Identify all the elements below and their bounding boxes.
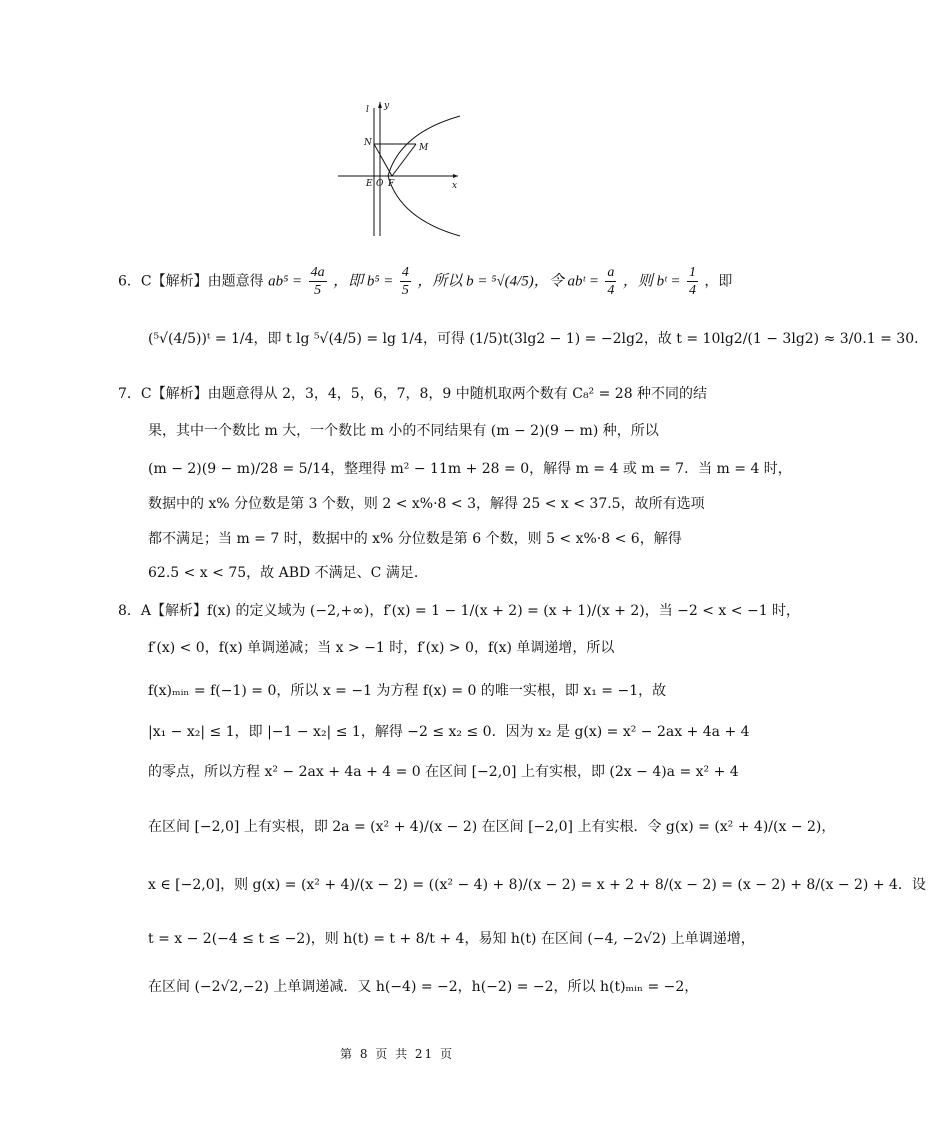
- q8-line6: 在区间 [−2,0] 上有实根，即 2a = (x² + 4)/(x − 2) 在区间 [−2,0] 上有实根．令 g(x) = (x² + 4)/(x − 2)，: [148, 819, 836, 835]
- label-x: x: [452, 181, 458, 191]
- q6-line2: (⁵√(4/5))ᵗ = 1/4，即 t lg ⁵√(4/5) = lg 1/4，可得 (1/5)t(3lg2 − 1) = −2lg2，故 t = 10lg2/(1 − 3lg2) ≈ 3/0.1 = 30．: [148, 331, 928, 347]
- label-m: M: [419, 143, 429, 153]
- label-o: O: [376, 179, 384, 189]
- q8-line5: 的零点，所以方程 x² − 2ax + 4a + 4 = 0 在区间 [−2,0] 上有实根，即 (2x − 4)a = x² + 4: [148, 764, 739, 780]
- label-e: E: [366, 179, 373, 189]
- q7-line6: 62.5 < x < 75，故 ABD 不满足、C 满足．: [148, 565, 428, 581]
- q8-line9: 在区间 (−2√2,−2) 上单调递减．又 h(−4) = −2，h(−2) = −2，所以 h(t)ₘᵢₙ = −2，: [148, 979, 699, 995]
- q7-line3: (m − 2)(9 − m)/28 = 5/14，整理得 m² − 11m + 28 = 0，解得 m = 4 或 m = 7．当 m = 4 时，: [148, 461, 792, 477]
- q8-line1: 8．A【解析】f(x) 的定义域为 (−2,+∞)，f′(x) = 1 − 1/(x + 2) = (x + 1)/(x + 2)，当 −2 < x < −1 时，: [118, 603, 801, 619]
- q7-line2: 果，其中一个数比 m 大，一个数比 m 小的不同结果有 (m − 2)(9 − m) 种，所以: [148, 423, 659, 439]
- q8-line2: f′(x) < 0，f(x) 单调递减；当 x > −1 时，f′(x) > 0，f(x) 单调递增，所以: [148, 640, 615, 656]
- label-n: N: [364, 138, 372, 148]
- label-f: F: [388, 179, 395, 189]
- page-footer: 第 8 页 共 21 页: [340, 1047, 454, 1061]
- q7-line1: 7．C【解析】由题意得从 2，3，4，5，6，7，8，9 中随机取两个数有 C₈² = 28 种不同的结: [118, 386, 708, 402]
- label-l: l: [366, 105, 369, 115]
- q8-line8: t = x − 2(−4 ≤ t ≤ −2)，则 h(t) = t + 8/t + 4，易知 h(t) 在区间 (−4, −2√2) 上单调递增，: [148, 931, 755, 947]
- label-y: y: [384, 101, 390, 111]
- q8-line4: |x₁ − x₂| ≤ 1，即 |−1 − x₂| ≤ 1，解得 −2 ≤ x₂ ≤ 0．因为 x₂ 是 g(x) = x² − 2ax + 4a + 4: [148, 724, 750, 740]
- q6-line1: 6．C【解析】由题意得 ab⁵ = $\frac{4a}{5}$ ，即 b⁵ = $\frac{4}{5}$ ，所以 b = ⁵√(4/5)，令 abᵗ = $\frac{a}{4}$ ，则 bᵗ = $\frac{1}{4}$ ，即: [118, 265, 733, 298]
- q7-line5: 都不满足；当 m = 7 时，数据中的 x% 分位数是第 6 个数，则 5 < x%·8 < 6，解得: [148, 531, 682, 547]
- q8-line3: f(x)ₘᵢₙ = f(−1) = 0，所以 x = −1 为方程 f(x) = 0 的唯一实根，即 x₁ = −1，故: [148, 683, 667, 699]
- q7-line4: 数据中的 x% 分位数是第 3 个数，则 2 < x%·8 < 3，解得 25 < x < 37.5，故所有选项: [148, 496, 705, 512]
- parabola-figure: [330, 98, 465, 238]
- q8-line7: x ∈ [−2,0]，则 g(x) = (x² + 4)/(x − 2) = ((x² − 4) + 8)/(x − 2) = x + 2 + 8/(x − 2) = (x − 2) + 8/(x − 2) + 4．设: [148, 877, 926, 893]
